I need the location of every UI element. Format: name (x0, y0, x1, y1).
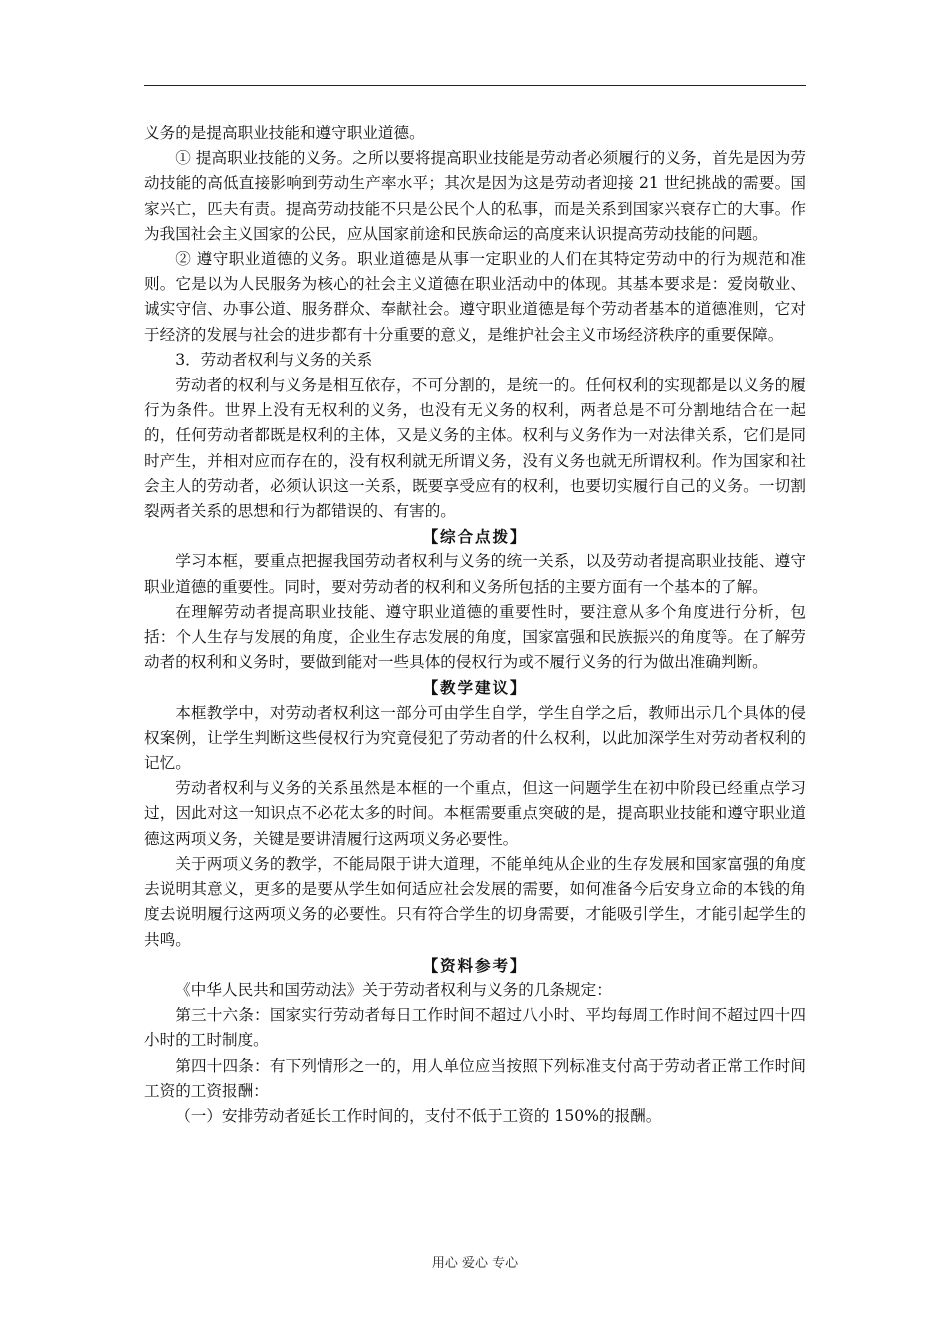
page-footer: 用心 爱心 专心 (431, 1256, 519, 1271)
paragraph: 本框教学中，对劳动者权利这一部分可由学生自学，学生自学之后，教师出示几个具体的侵权案例，让学生判断这些侵权行为究竟侵犯了劳动者的什么权利，以此加深学生对劳动者权利的记忆。 (144, 703, 806, 773)
section-heading: 【综合点拨】 (422, 527, 528, 547)
paragraph: 第三十六条：国家实行劳动者每日工作时间不超过八小时、平均每周工作时间不超过四十四小时的工时制度。 (144, 1006, 806, 1050)
paragraph: ① 提高职业技能的义务。之所以要将提高职业技能是劳动者必须履行的义务，首先是因为劳动技能的高低直接影响到劳动生产率水平；其次是因为这是劳动者迎接 21 世纪挑战的需要。国家兴亡，匹夫有责。提高劳动技能不只是公民个人的私事，而是关系到国家兴衰存亡的大事。作为我国社会主义国家的公民，应从国家前途和民族命运的高度来认识提高劳动技能的问题。 (144, 149, 806, 243)
paragraph: 关于两项义务的教学，不能局限于讲大道理，不能单纯从企业的生存发展和国家富强的角度去说明其意义，更多的是要从学生如何适应社会发展的需要，如何准备今后安身立命的本钱的角度去说明履行这两项义务的必要性。只有符合学生的切身需要，才能吸引学生，才能引起学生的共鸣。 (144, 854, 806, 949)
document-body (144, 121, 806, 1129)
paragraph: 《中华人民共和国劳动法》关于劳动者权利与义务的几条规定： (175, 980, 612, 999)
section-heading: 【资料参考】 (422, 955, 528, 975)
paragraph: 义务的是提高职业技能和遵守职业道德。 (144, 124, 425, 142)
paragraph: 在理解劳动者提高职业技能、遵守职业道德的重要性时，要注意从多个角度进行分析，包括：个人生存与发展的角度，企业生存志发展的角度，国家富强和民族振兴的角度等。在了解劳动者的权利和义务时，要做到能对一些具体的侵权行为或不履行义务的行为做出准确判断。 (144, 602, 806, 672)
paragraph: 劳动者的权利与义务是相互依存，不可分割的，是统一的。任何权利的实现都是以义务的履行为条件。世界上没有无权利的义务，也没有无义务的权利，两者总是不可分割地结合在一起的，任何劳动者都既是权利的主体，又是义务的主体。权利与义务作为一对法律关系，它们是同时产生，并相对应而存在的，没有权利就无所谓义务，没有义务也就无所谓权利。作为国家和社会主人的劳动者，必须认识这一关系，既要享受应有的权利，也要切实履行自己的义务。一切割裂两者关系的思想和行为都错误的、有害的。 (144, 376, 806, 521)
paragraph: ② 遵守职业道德的义务。职业道德是从事一定职业的人们在其特定劳动中的行为规范和准则。它是以为人民服务为核心的社会主义道德在职业活动中的体现。其基本要求是：爱岗敬业、诚实守信、办事公道、服务群众、奉献社会。遵守职业道德是每个劳动者基本的道德准则，它对于经济的发展与社会的进步都有十分重要的意义，是维护社会主义市场经济秩序的重要保障。 (144, 250, 806, 344)
section-heading: 【教学建议】 (422, 678, 528, 698)
section-subtitle: 3．劳动者权利与义务的关系 (175, 350, 373, 369)
header-rule (144, 85, 806, 86)
paragraph: 第四十四条：有下列情形之一的，用人单位应当按照下列标准支付高于劳动者正常工作时间工资的工资报酬： (144, 1056, 806, 1100)
paragraph: 劳动者权利与义务的关系虽然是本框的一个重点，但这一问题学生在初中阶段已经重点学习过，因此对这一知识点不必花太多的时间。本框需要重点突破的是，提高职业技能和遵守职业道德这两项义务，关键是要讲清履行这两项义务必要性。 (144, 779, 806, 848)
paragraph: 学习本框，要重点把握我国劳动者权利与义务的统一关系，以及劳动者提高职业技能、遵守职业道德的重要性。同时，要对劳动者的权利和义务所包括的主要方面有一个基本的了解。 (144, 552, 806, 596)
paragraph: （一）安排劳动者延长工作时间的，支付不低于工资的 150%的报酬。 (175, 1106, 662, 1125)
